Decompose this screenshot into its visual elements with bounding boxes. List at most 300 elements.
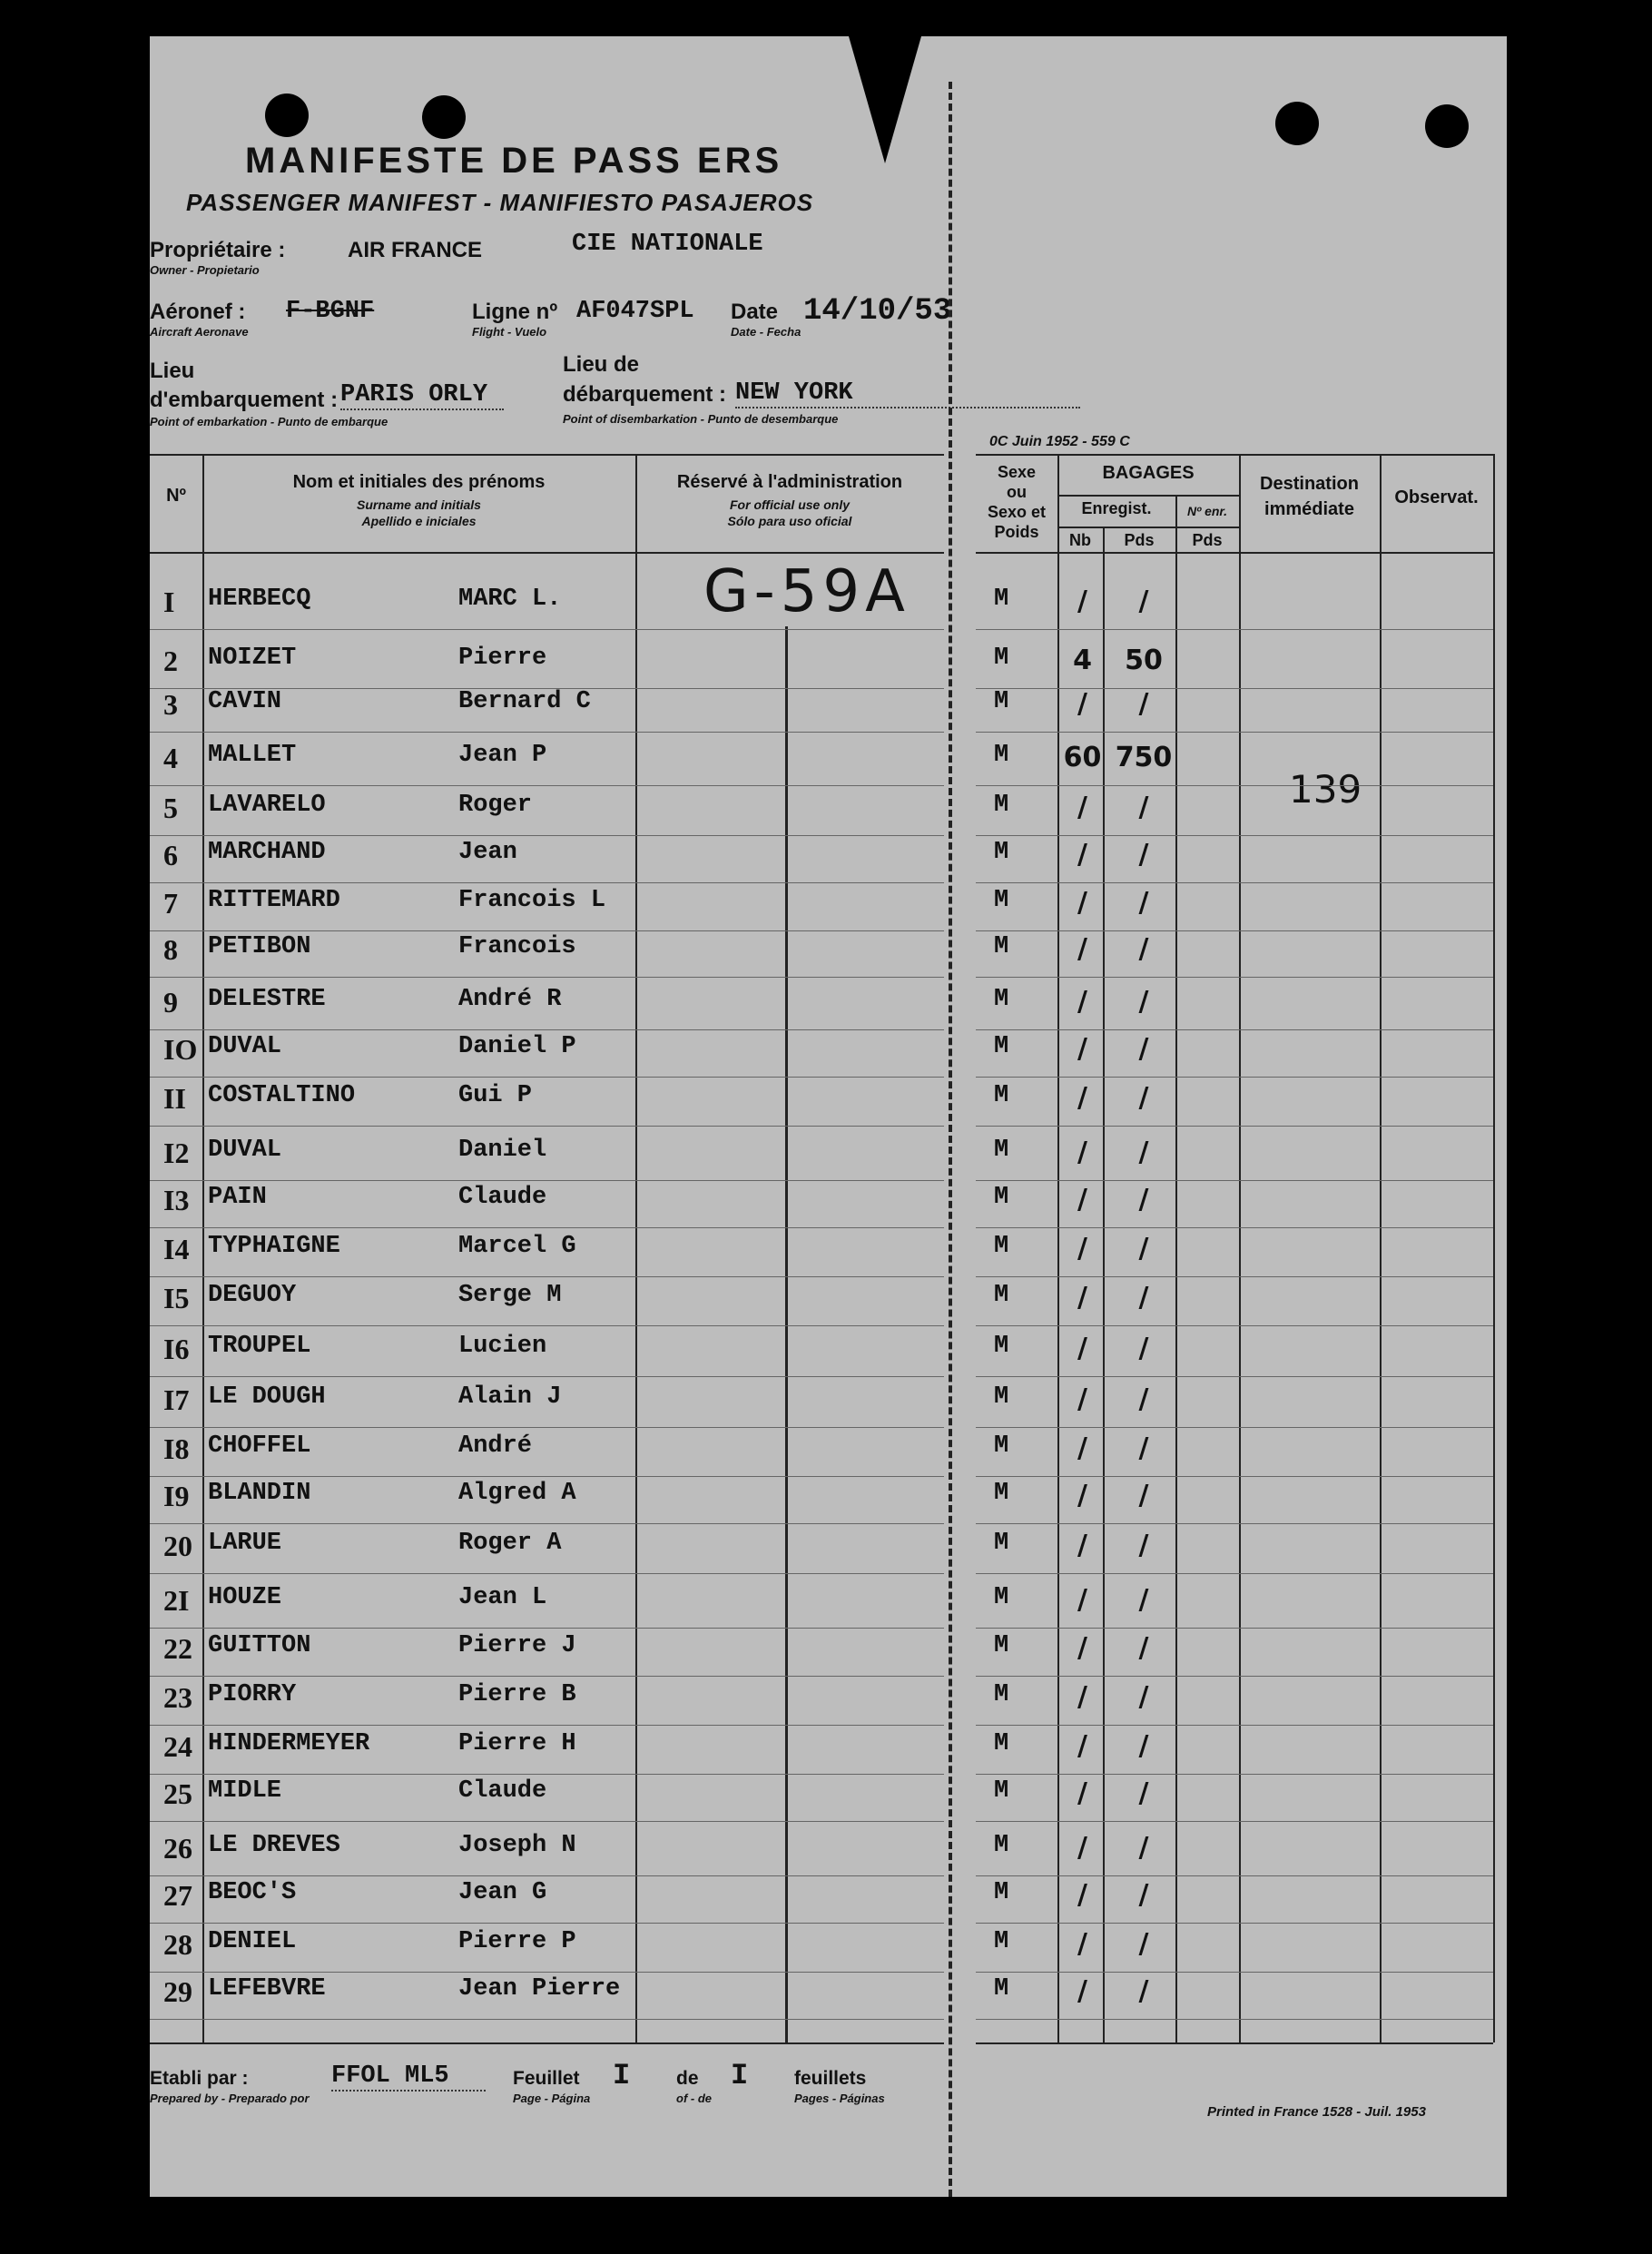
baggage-weight: /: [1138, 933, 1149, 965]
row-divider: [150, 1180, 944, 1181]
passenger-row: [150, 1033, 1507, 1084]
baggage-weight: /: [1138, 1480, 1149, 1511]
disembark-sub: Point of disembarkation - Punto de desembarque: [563, 412, 839, 426]
baggage-weight: /: [1138, 1082, 1149, 1114]
row-divider-right: [976, 1875, 1493, 1876]
destination-handwritten-note: 139: [1289, 767, 1362, 812]
passenger-surname: LE DOUGH: [208, 1383, 326, 1411]
baggage-count: /: [1077, 1730, 1087, 1762]
passenger-row: [150, 1137, 1507, 1187]
passenger-row: [150, 1730, 1507, 1781]
col-registered: Enregist.: [1081, 499, 1152, 517]
row-divider-right: [976, 835, 1493, 836]
passenger-number: I8: [163, 1432, 190, 1465]
baggage-count: /: [1077, 1928, 1087, 1960]
row-divider-right: [976, 1476, 1493, 1477]
passenger-row: [150, 1777, 1507, 1828]
passenger-given-names: Algred A: [458, 1480, 576, 1507]
of-value: I: [731, 2059, 749, 2092]
baggage-count: /: [1077, 1432, 1087, 1464]
baggage-count: /: [1077, 1480, 1087, 1511]
owner-value: AIR FRANCE: [348, 238, 482, 262]
row-divider-right: [976, 1029, 1493, 1030]
passenger-sex: M: [994, 742, 1009, 769]
manifest-title: MANIFESTE DE PASS ERS: [245, 141, 783, 181]
embark-sub: Point of embarkation - Punto de embarque: [150, 415, 388, 428]
table-bottom-line-right: [976, 2042, 1493, 2044]
passenger-row: [150, 1832, 1507, 1883]
punch-hole-right-1: [1275, 102, 1319, 145]
baggage-weight: /: [1138, 586, 1149, 617]
row-divider-right: [976, 1628, 1493, 1629]
passenger-number: 20: [163, 1530, 192, 1562]
passenger-sex: M: [994, 1432, 1009, 1460]
passenger-surname: RITTEMARD: [208, 887, 340, 914]
table-top-line: [150, 454, 944, 456]
row-divider: [150, 1077, 944, 1078]
form-code: 0C Juin 1952 - 559 C: [989, 434, 1130, 449]
passenger-given-names: Pierre B: [458, 1681, 576, 1708]
passenger-number: I2: [163, 1137, 190, 1169]
baggage-weight: /: [1138, 1777, 1149, 1809]
row-divider-right: [976, 1676, 1493, 1677]
passenger-surname: BEOC'S: [208, 1879, 297, 1906]
passenger-sex: M: [994, 645, 1009, 672]
baggage-weight: 50: [1125, 645, 1163, 676]
passenger-surname: PAIN: [208, 1184, 267, 1211]
passenger-sex: M: [994, 1184, 1009, 1211]
row-divider-right: [976, 882, 1493, 883]
row-divider: [150, 835, 944, 836]
baggage-count: /: [1077, 1975, 1087, 2007]
punch-hole-left-1: [265, 94, 309, 137]
passenger-sex: M: [994, 1975, 1009, 2003]
torn-corner: [849, 36, 921, 163]
baggage-count: /: [1077, 1033, 1087, 1065]
col-destination-2: immédiate: [1264, 499, 1354, 519]
row-divider-right: [976, 1325, 1493, 1326]
passenger-given-names: André: [458, 1432, 533, 1460]
owner-typed: CIE NATIONALE: [572, 231, 763, 258]
row-divider: [150, 882, 944, 883]
row-divider-right: [976, 1774, 1493, 1775]
row-divider: [150, 1725, 944, 1726]
baggage-weight: /: [1138, 1584, 1149, 1616]
passenger-sex: M: [994, 986, 1009, 1013]
passenger-given-names: Joseph N: [458, 1832, 576, 1859]
passenger-sex: M: [994, 1530, 1009, 1557]
sheet-value: I: [613, 2059, 631, 2092]
baggage-count: /: [1077, 1777, 1087, 1809]
passenger-given-names: Claude: [458, 1777, 547, 1805]
baggage-count: /: [1077, 1282, 1087, 1314]
prepared-sub: Prepared by - Preparado por: [150, 2092, 310, 2105]
row-divider-right: [976, 732, 1493, 733]
row-divider-right: [976, 1126, 1493, 1127]
baggage-count: /: [1077, 887, 1087, 919]
passenger-number: 23: [163, 1681, 192, 1714]
row-divider: [150, 1427, 944, 1428]
passenger-surname: TYPHAIGNE: [208, 1233, 340, 1260]
row-divider: [150, 1227, 944, 1228]
owner-sub: Owner - Propietario: [150, 263, 260, 277]
passenger-number: 2: [163, 645, 178, 677]
passenger-number: 9: [163, 986, 178, 1019]
row-divider-right: [976, 1821, 1493, 1822]
baggage-weight: /: [1138, 839, 1149, 871]
punch-hole-right-2: [1425, 104, 1469, 148]
passenger-row: [150, 839, 1507, 890]
baggage-weight: /: [1138, 1137, 1149, 1168]
col-sex-1: Sexe: [997, 463, 1037, 481]
row-divider: [150, 1376, 944, 1377]
passenger-number: 29: [163, 1975, 192, 2008]
baggage-weight: /: [1138, 1681, 1149, 1713]
manifest-sheet: [150, 36, 1507, 2197]
passenger-surname: CHOFFEL: [208, 1432, 311, 1460]
col-admin: Réservé à l'administration: [676, 472, 903, 492]
passenger-surname: LE DREVES: [208, 1832, 340, 1859]
baggage-count: /: [1077, 839, 1087, 871]
passenger-number: 28: [163, 1928, 192, 1961]
row-divider: [150, 732, 944, 733]
col-nb: Nb: [1069, 531, 1091, 549]
passenger-surname: DUVAL: [208, 1137, 282, 1164]
passenger-row: [150, 1432, 1507, 1483]
baggage-count: /: [1077, 1530, 1087, 1561]
embark-label-2: d'embarquement :: [150, 388, 339, 412]
passenger-row: [150, 586, 1507, 636]
passenger-sex: M: [994, 1879, 1009, 1906]
passenger-surname: COSTALTINO: [208, 1082, 356, 1109]
passenger-given-names: Jean G: [458, 1879, 547, 1906]
passenger-sex: M: [994, 1333, 1009, 1360]
passenger-surname: PIORRY: [208, 1681, 297, 1708]
passenger-row: [150, 887, 1507, 938]
baggage-count: /: [1077, 1082, 1087, 1114]
passenger-surname: DEGUOY: [208, 1282, 297, 1309]
baggage-weight: /: [1138, 1975, 1149, 2007]
baggage-weight: /: [1138, 887, 1149, 919]
disembark-value: NEW YORK: [735, 379, 1080, 408]
passenger-sex: M: [994, 1233, 1009, 1260]
punch-hole-left-2: [422, 95, 466, 139]
row-divider: [150, 1126, 944, 1127]
baggage-weight: /: [1138, 688, 1149, 720]
baggage-weight: /: [1138, 1282, 1149, 1314]
passenger-row: [150, 1681, 1507, 1732]
baggage-count: /: [1077, 1584, 1087, 1616]
passenger-given-names: Roger: [458, 792, 533, 819]
passenger-given-names: Alain J: [458, 1383, 562, 1411]
passenger-row: [150, 1928, 1507, 1979]
aircraft-sub: Aircraft Aeronave: [150, 325, 249, 339]
disembark-label-2: débarquement :: [563, 382, 727, 407]
row-divider: [150, 1774, 944, 1775]
col-observ: Observat.: [1394, 487, 1479, 507]
row-divider: [150, 2019, 944, 2020]
baggage-count: /: [1077, 1879, 1087, 1911]
passenger-surname: LAVARELO: [208, 792, 326, 819]
passenger-given-names: Bernard C: [458, 688, 591, 715]
passenger-row: [150, 1530, 1507, 1580]
col-sex-2: ou: [1007, 483, 1027, 501]
table-bottom-line: [150, 2042, 944, 2044]
passenger-given-names: Pierre: [458, 645, 547, 672]
baggage-weight: /: [1138, 1879, 1149, 1911]
passenger-number: 25: [163, 1777, 192, 1810]
passenger-number: IO: [163, 1033, 198, 1066]
passenger-surname: HERBECQ: [208, 586, 311, 613]
flight-sub: Flight - Vuelo: [472, 325, 547, 339]
row-divider: [150, 977, 944, 978]
passenger-row: [150, 1632, 1507, 1683]
passenger-row: [150, 933, 1507, 984]
row-divider: [150, 1476, 944, 1477]
passenger-number: 5: [163, 792, 178, 824]
passenger-row: [150, 1879, 1507, 1930]
passenger-surname: CAVIN: [208, 688, 282, 715]
header-bottom-line-right: [976, 552, 1493, 554]
baggage-count: /: [1077, 1681, 1087, 1713]
date-label: Date: [731, 300, 779, 324]
passenger-surname: DENIEL: [208, 1928, 297, 1955]
passenger-row: [150, 792, 1507, 842]
row-divider-right: [976, 1725, 1493, 1726]
row-divider-right: [976, 1227, 1493, 1228]
passenger-sex: M: [994, 1832, 1009, 1859]
passenger-given-names: Jean L: [458, 1584, 547, 1611]
passenger-number: I9: [163, 1480, 190, 1512]
passenger-given-names: Jean: [458, 839, 517, 866]
baggage-count: /: [1077, 792, 1087, 823]
row-divider: [150, 1523, 944, 1524]
row-divider-right: [976, 1077, 1493, 1078]
passenger-given-names: Pierre P: [458, 1928, 576, 1955]
baggage-weight: /: [1138, 792, 1149, 823]
prepared-label: Etabli par :: [150, 2068, 249, 2089]
passenger-sex: M: [994, 933, 1009, 960]
col-sex-4: Poids: [994, 523, 1039, 541]
passenger-given-names: Roger A: [458, 1530, 562, 1557]
passenger-sex: M: [994, 1681, 1009, 1708]
passenger-given-names: Francois L: [458, 887, 606, 914]
col-destination-1: Destination: [1260, 474, 1359, 494]
row-divider: [150, 785, 944, 786]
passenger-number: I6: [163, 1333, 190, 1365]
manifest-subtitle: PASSENGER MANIFEST - MANIFIESTO PASAJEROS: [186, 189, 814, 216]
passenger-row: [150, 1975, 1507, 2026]
row-divider-right: [976, 977, 1493, 978]
row-divider-right: [976, 1573, 1493, 1574]
row-divider-right: [976, 1376, 1493, 1377]
of-label: de: [676, 2068, 699, 2089]
baggage-count: 60: [1063, 742, 1102, 773]
passenger-row: [150, 742, 1507, 792]
row-divider-right: [976, 1427, 1493, 1428]
passenger-surname: LARUE: [208, 1530, 282, 1557]
baggage-weight: /: [1138, 1333, 1149, 1364]
baggage-weight: /: [1138, 1530, 1149, 1561]
passenger-given-names: Serge M: [458, 1282, 562, 1309]
passenger-sex: M: [994, 887, 1009, 914]
passenger-surname: NOIZET: [208, 645, 297, 672]
passenger-sex: M: [994, 839, 1009, 866]
row-divider-right: [976, 785, 1493, 786]
row-divider: [150, 1821, 944, 1822]
passenger-number: II: [163, 1082, 186, 1115]
passenger-row: [150, 1184, 1507, 1235]
sheet-label: Feuillet: [513, 2068, 580, 2089]
passenger-row: [150, 688, 1507, 739]
passenger-number: 4: [163, 742, 178, 774]
passenger-sex: M: [994, 586, 1009, 613]
flight-label: Ligne nº: [472, 300, 558, 324]
passenger-number: 27: [163, 1879, 192, 1912]
baggage-weight: /: [1138, 1233, 1149, 1265]
col-sex-3: Sexo et: [987, 503, 1047, 521]
passenger-sex: M: [994, 1777, 1009, 1805]
flight-value: AF047SPL: [576, 298, 694, 325]
passenger-sex: M: [994, 1082, 1009, 1109]
passenger-given-names: Daniel: [458, 1137, 547, 1164]
passenger-given-names: Jean Pierre: [458, 1975, 621, 2003]
passenger-number: 6: [163, 839, 178, 871]
passenger-row: [150, 1584, 1507, 1635]
row-divider: [150, 1972, 944, 1973]
baggage-weight: /: [1138, 986, 1149, 1018]
passenger-number: I5: [163, 1282, 190, 1314]
row-divider: [150, 1875, 944, 1876]
row-divider: [150, 1573, 944, 1574]
passenger-given-names: Pierre J: [458, 1632, 576, 1659]
passenger-surname: PETIBON: [208, 933, 311, 960]
passenger-number: 22: [163, 1632, 192, 1665]
baggage-weight: /: [1138, 1632, 1149, 1664]
row-divider-right: [976, 1180, 1493, 1181]
baggage-header-line: [1057, 495, 1239, 497]
row-divider: [150, 1628, 944, 1629]
embark-value: PARIS ORLY: [340, 381, 504, 410]
row-divider-right: [976, 1923, 1493, 1924]
baggage-count: /: [1077, 586, 1087, 617]
passenger-given-names: Claude: [458, 1184, 547, 1211]
passenger-sex: M: [994, 1282, 1009, 1309]
col-admin-sub-2: Sólo para uso oficial: [727, 514, 852, 528]
passenger-row: [150, 1333, 1507, 1383]
passenger-surname: DELESTRE: [208, 986, 326, 1013]
pages-label: feuillets: [794, 2068, 867, 2089]
row-divider: [150, 930, 944, 931]
passenger-sex: M: [994, 1480, 1009, 1507]
disembark-label-1: Lieu de: [563, 352, 640, 377]
passenger-surname: BLANDIN: [208, 1480, 311, 1507]
passenger-number: I3: [163, 1184, 190, 1216]
date-sub: Date - Fecha: [731, 325, 801, 339]
prepared-value: FFOL ML5: [331, 2062, 486, 2092]
table-top-line-right: [976, 454, 1493, 456]
owner-label: Propriétaire :: [150, 238, 286, 262]
col-no: Nº: [166, 486, 186, 506]
embark-label-1: Lieu: [150, 359, 195, 383]
printed-line: Printed in France 1528 - Juil. 1953: [1207, 2104, 1426, 2120]
passenger-number: 26: [163, 1832, 192, 1865]
passenger-number: I7: [163, 1383, 190, 1416]
passenger-number: 3: [163, 688, 178, 721]
passenger-row: [150, 1082, 1507, 1133]
row-divider-right: [976, 2019, 1493, 2020]
baggage-count: 4: [1073, 645, 1092, 676]
passenger-sex: M: [994, 688, 1009, 715]
baggage-weight: /: [1138, 1730, 1149, 1762]
row-divider: [150, 1325, 944, 1326]
col-pds: Pds: [1124, 531, 1155, 549]
aircraft-value: F-BGNF: [286, 298, 375, 325]
passenger-number: 7: [163, 887, 178, 920]
passenger-sex: M: [994, 1632, 1009, 1659]
of-sub: of - de: [676, 2092, 712, 2105]
col-unreg-pds: Pds: [1192, 531, 1223, 549]
baggage-count: /: [1077, 1137, 1087, 1168]
baggage-weight: /: [1138, 1432, 1149, 1464]
passenger-row: [150, 1233, 1507, 1284]
baggage-count: /: [1077, 688, 1087, 720]
passenger-sex: M: [994, 1584, 1009, 1611]
passenger-sex: M: [994, 792, 1009, 819]
col-baggage: BAGAGES: [1102, 463, 1195, 483]
baggage-weight: 750: [1115, 742, 1173, 773]
passenger-sex: M: [994, 1730, 1009, 1757]
baggage-count: /: [1077, 1832, 1087, 1864]
date-value: 14/10/53: [803, 294, 952, 329]
row-divider-right: [976, 629, 1493, 630]
row-divider: [150, 1276, 944, 1277]
baggage-count: /: [1077, 1233, 1087, 1265]
passenger-surname: HINDERMEYER: [208, 1730, 370, 1757]
col-name-sub-1: Surname and initials: [357, 497, 481, 512]
baggage-weight: /: [1138, 1928, 1149, 1960]
passenger-surname: GUITTON: [208, 1632, 311, 1659]
passenger-number: 24: [163, 1730, 192, 1763]
passenger-given-names: Pierre H: [458, 1730, 576, 1757]
baggage-weight: /: [1138, 1184, 1149, 1216]
header-bottom-line: [150, 552, 944, 554]
passenger-given-names: Marcel G: [458, 1233, 576, 1260]
row-divider: [150, 1029, 944, 1030]
col-name-sub-2: Apellido e iniciales: [361, 514, 477, 528]
row-divider-right: [976, 1523, 1493, 1524]
sheet-sub: Page - Página: [513, 2092, 591, 2105]
passenger-given-names: Gui P: [458, 1082, 533, 1109]
passenger-number: I4: [163, 1233, 190, 1265]
passenger-sex: M: [994, 1137, 1009, 1164]
registered-header-line: [1057, 527, 1239, 528]
passenger-surname: LEFEBVRE: [208, 1975, 326, 2003]
baggage-weight: /: [1138, 1832, 1149, 1864]
passenger-row: [150, 1480, 1507, 1531]
baggage-weight: /: [1138, 1383, 1149, 1415]
row-divider: [150, 1676, 944, 1677]
passenger-given-names: André R: [458, 986, 562, 1013]
passenger-surname: MIDLE: [208, 1777, 282, 1805]
row-divider-right: [976, 1276, 1493, 1277]
row-divider-right: [976, 1972, 1493, 1973]
baggage-count: /: [1077, 1184, 1087, 1216]
col-unreg: Nº enr.: [1186, 504, 1228, 518]
passenger-given-names: Francois: [458, 933, 576, 960]
pages-sub: Pages - Páginas: [794, 2092, 885, 2105]
baggage-count: /: [1077, 1632, 1087, 1664]
